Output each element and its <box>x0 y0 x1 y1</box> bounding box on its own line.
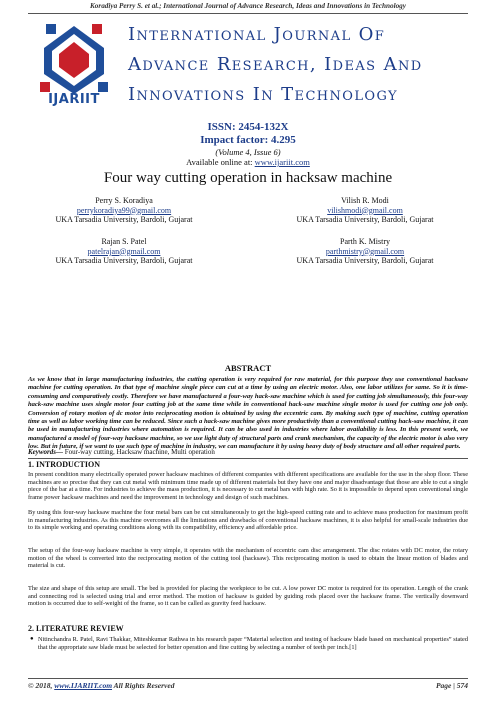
bullet-icon: ● <box>30 636 34 642</box>
author-block <box>34 196 214 225</box>
running-head: Koradiya Perry S. et al.; International Journal of Advance Research, Ideas and Innovations in Technology <box>90 2 406 10</box>
author-name: Vilish R. Modi <box>341 196 389 205</box>
keywords <box>28 448 468 456</box>
author-affiliation: UKA Tarsadia University, Bardoli, Gujarat <box>296 215 434 224</box>
author-affiliation: UKA Tarsadia University, Bardoli, Gujarat <box>296 256 434 265</box>
journal-banner <box>32 18 468 118</box>
online-availability <box>0 157 496 167</box>
author-block <box>34 237 214 266</box>
keywords-rule <box>28 458 468 459</box>
footer-rule <box>28 678 468 679</box>
author-name: Parth K. Mistry <box>340 237 390 246</box>
paper-title: Four way cutting operation in hacksaw machine <box>103 170 393 186</box>
journal-title-line-1: International Journal Of <box>128 24 386 45</box>
author-email-link[interactable]: patelrajan@gmail.com <box>87 246 161 256</box>
author-email-link[interactable]: vilishmodi@gmail.com <box>327 205 403 215</box>
intro-paragraph: The setup of the four-way hacksaw machine is very simple, it operates with the mechanism of eccentric cam disc arrangement. The disc rotates with DC motor, the rotary motion of the wheel is converted into the reciprocating motion of the cutting tool (hacksaw). This reciprocating motion is used to obtain the linear motion of blades and material is cut. <box>28 547 468 570</box>
logo-emblem-icon <box>32 18 116 94</box>
page-footer <box>28 681 468 690</box>
issn: ISSN: 2454-132X <box>207 121 289 133</box>
author-name: Rajan S. Patel <box>101 237 147 246</box>
author-block <box>270 196 460 225</box>
footer-copyright <box>28 681 174 690</box>
keywords-separator: — <box>56 448 65 456</box>
online-prefix: Available online at: <box>186 157 255 167</box>
abstract-heading: ABSTRACT <box>224 363 272 373</box>
author-block <box>270 237 460 266</box>
section-heading-literature-review: 2. LITERATURE REVIEW <box>28 624 124 633</box>
copyright-prefix: © 2018, <box>28 681 55 690</box>
author-email-link[interactable]: parthmistry@gmail.com <box>325 246 405 256</box>
journal-logo <box>32 18 116 116</box>
author-affiliation: UKA Tarsadia University, Bardoli, Gujarat <box>55 256 193 265</box>
section-heading-introduction: 1. INTRODUCTION <box>28 460 101 469</box>
logo-text: IJARIIT <box>48 92 100 107</box>
literature-list <box>28 636 468 651</box>
intro-paragraph: By using this four-way hacksaw machine the four metal bars can be cut simultaneously to get the high-speed cutting rate and to achieve mass production for maximum profit in manufacturing industries. As this machine overcomes all the limitations and drawbacks of conventional hacksaw machines, it is also helpful for small-scale industries due to its simple working and operating conditions along with its compatibility, efficiency and affordable price. <box>28 509 468 532</box>
author-name: Perry S. Koradiya <box>95 196 153 205</box>
keywords-text: Four-way cutting, Hacksaw machine, Multi operation <box>64 448 215 456</box>
author-email-link[interactable]: perrykoradiya99@gmail.com <box>76 205 172 215</box>
journal-title <box>128 20 468 110</box>
literature-item-text: Nitinchandra R. Patel, Ravi Thakkar, Miteshkumar Rathwa in his research paper “Material selection and testing of hacksaw blade based on mechanical properties” stated that the appropriate saw blade must be selected for better operation and fine cutting by selecting a number of teeth per inch.[1] <box>38 636 468 651</box>
page-number: Page | 574 <box>435 681 468 690</box>
journal-title-line-2: Advance Research, Ideas And <box>128 54 423 75</box>
journal-title-line-3: Innovations In Technology <box>128 84 398 105</box>
author-affiliation: UKA Tarsadia University, Bardoli, Gujarat <box>55 215 193 224</box>
journal-url-link[interactable]: www.ijariit.com <box>254 157 310 167</box>
intro-paragraph: In present condition many electrically operated power hacksaw machines of different companies with different specifications are available for the use in the shop floor. These machines are so precise that they can cut metal with minimum time made up of different materials but they have one and major disadvantage that those are able to cut a single piece of the bar at a time. For industries to achieve the mass production, it is necessary to cut metal bars with high rate. So it is impossible to depend upon conventional single frame power hacksaw machines and need the improvement in technology and design of such machines. <box>28 471 468 501</box>
copyright-suffix: All Rights Reserved <box>112 681 175 690</box>
abstract-text: As we know that in large manufacturing industries, the cutting operation is very required for raw material, for this purpose they use conventional hacksaw machine for cutting operation. In that type of machine single piece can cut at a time by using an electric motor. Also, one labor utilizes for same. So it is time-consuming and comparatively costly. Therefore we have manufactured a four-way hack-saw machine which is used for cutting job simultaneously, this four-way hack-saw machine uses single motor four cutting job at the same time while in conventional hack-saw machine single motor is used for cutting one job only. Conversion of rotary motion of dc motor into reciprocating motion is obtained by using the eccentric cam. By making such type of machine, cutting operation time as well as labor working time can be reduced. Since such a hack-saw machine gives more productivity than a conventional cutting hack-saw machine, it can be used in manufacturing industries where automation is required. It can be also used in industries where labor availability is less. In this present work, we manufactured a model of four-way hacksaw machine, so we use light duty of structural parts and crank mechanism, the capacity of the electric motor is also very low. But in future, if we want to use such type of machine in industry, we can manufacture it by using heavy duty of body structure and all other required parts. <box>28 376 468 451</box>
header-rule <box>28 13 468 14</box>
list-item <box>28 636 468 651</box>
intro-paragraph: The size and shape of this setup are small. The bed is provided for placing the workpiece to be cut. A low power DC motor is required for its operation. Length of the crank and connecting rod is selected using trial and error method. The motion of hacksaw is guided by guiding rods placed over the hacksaw frame. The vertically downward motion is occurred due to self-weight of the frame, so it can be called as gravity feed hacksaw. <box>28 585 468 608</box>
volume-issue: (Volume 4, Issue 6) <box>215 147 281 157</box>
impact-factor: Impact factor: 4.295 <box>200 134 296 146</box>
footer-site-link[interactable]: www.IJARIIT.com <box>54 681 113 690</box>
keywords-label: Keywords <box>28 448 56 456</box>
